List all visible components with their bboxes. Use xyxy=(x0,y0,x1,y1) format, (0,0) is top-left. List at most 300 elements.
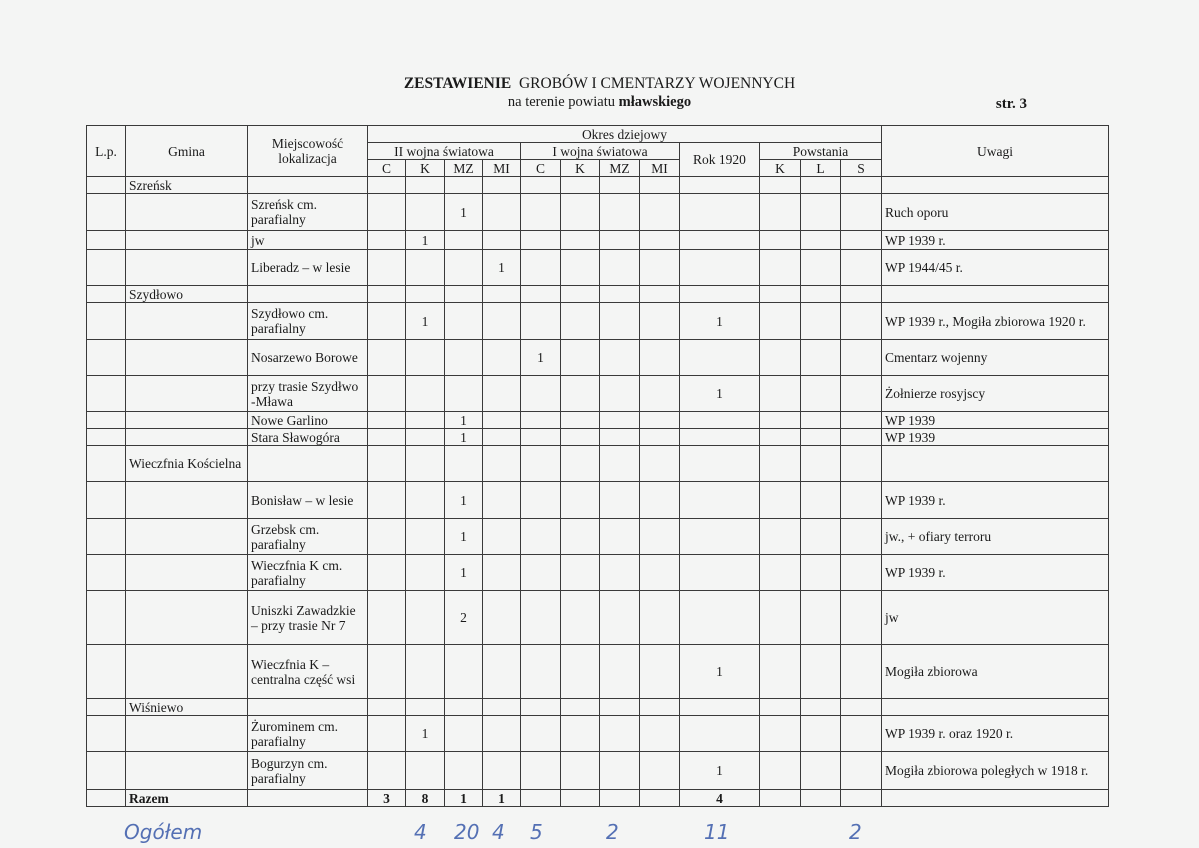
count-cell xyxy=(561,250,600,286)
handwritten-value: 4 xyxy=(492,820,505,844)
count-cell xyxy=(640,340,680,376)
table-row xyxy=(87,716,1109,752)
header-ww1-k: K xyxy=(561,160,600,177)
lp-cell xyxy=(87,716,126,752)
count-cell xyxy=(760,555,801,591)
gmina-cell xyxy=(126,716,248,752)
count-cell xyxy=(368,194,406,231)
count-cell xyxy=(406,699,445,716)
count-cell xyxy=(680,177,760,194)
count-cell xyxy=(640,645,680,699)
count-cell xyxy=(801,716,841,752)
place-cell: Uniszki Zawadzkie – przy trasie Nr 7 xyxy=(248,591,368,645)
count-cell xyxy=(680,340,760,376)
count-cell xyxy=(483,412,521,429)
count-cell xyxy=(640,555,680,591)
subtitle-bold: mławskiego xyxy=(618,94,692,110)
count-cell: 1 xyxy=(680,752,760,790)
count-cell xyxy=(801,177,841,194)
table-row xyxy=(87,194,1109,231)
count-cell xyxy=(841,446,882,482)
remarks-cell xyxy=(882,699,1109,716)
count-cell xyxy=(801,555,841,591)
place-cell: Szreńsk cm. parafialny xyxy=(248,194,368,231)
count-cell xyxy=(445,340,483,376)
count-cell xyxy=(483,340,521,376)
count-cell xyxy=(760,429,801,446)
count-cell xyxy=(406,194,445,231)
count-cell xyxy=(600,482,640,519)
count-cell xyxy=(841,286,882,303)
lp-cell xyxy=(87,303,126,340)
place-cell: Szydłowo cm. parafialny xyxy=(248,303,368,340)
subtitle-pre: na terenie powiatu xyxy=(507,94,615,110)
count-cell xyxy=(561,716,600,752)
count-cell: 1 xyxy=(445,482,483,519)
total-count-cell: 3 xyxy=(368,790,406,807)
lp-cell xyxy=(87,446,126,482)
count-cell xyxy=(521,412,561,429)
count-cell xyxy=(600,303,640,340)
count-cell xyxy=(600,177,640,194)
count-cell xyxy=(680,519,760,555)
count-cell xyxy=(561,231,600,250)
gmina-cell xyxy=(126,482,248,519)
count-cell: 1 xyxy=(521,340,561,376)
count-cell xyxy=(368,340,406,376)
count-cell xyxy=(841,194,882,231)
table-row xyxy=(87,231,1109,250)
count-cell xyxy=(801,482,841,519)
count-cell xyxy=(600,716,640,752)
gmina-row xyxy=(87,446,1109,482)
count-cell xyxy=(841,645,882,699)
header-gmina: Gmina xyxy=(126,126,248,177)
header-lp: L.p. xyxy=(87,126,126,177)
count-cell xyxy=(600,194,640,231)
count-cell xyxy=(841,591,882,645)
lp-cell xyxy=(87,519,126,555)
total-count-cell xyxy=(801,790,841,807)
count-cell xyxy=(483,482,521,519)
handwritten-value: 4 xyxy=(414,820,427,844)
count-cell xyxy=(841,303,882,340)
count-cell xyxy=(483,231,521,250)
count-cell: 1 xyxy=(483,250,521,286)
remarks-cell: Żołnierze rosyjscy xyxy=(882,376,1109,412)
count-cell: 1 xyxy=(680,376,760,412)
count-cell xyxy=(640,286,680,303)
count-cell xyxy=(521,303,561,340)
count-cell xyxy=(600,286,640,303)
handwritten-value: 2 xyxy=(849,820,862,844)
header-rok1920: Rok 1920 xyxy=(680,143,760,177)
count-cell xyxy=(561,699,600,716)
gmina-cell xyxy=(126,376,248,412)
count-cell xyxy=(760,194,801,231)
count-cell xyxy=(561,752,600,790)
count-cell xyxy=(406,340,445,376)
count-cell xyxy=(841,231,882,250)
gmina-cell xyxy=(126,645,248,699)
table-row xyxy=(87,645,1109,699)
count-cell xyxy=(801,194,841,231)
count-cell xyxy=(561,286,600,303)
count-cell xyxy=(406,177,445,194)
place-cell: Wieczfnia K cm. parafialny xyxy=(248,555,368,591)
count-cell xyxy=(521,645,561,699)
remarks-cell: WP 1939 r. xyxy=(882,482,1109,519)
header-powstania-l: L xyxy=(801,160,841,177)
gmina-cell xyxy=(126,250,248,286)
table-body xyxy=(87,177,1109,807)
count-cell xyxy=(640,519,680,555)
place-cell xyxy=(248,446,368,482)
count-cell xyxy=(368,446,406,482)
gmina-cell: Szydłowo xyxy=(126,286,248,303)
count-cell xyxy=(680,482,760,519)
count-cell xyxy=(760,446,801,482)
count-cell xyxy=(483,376,521,412)
place-cell: Bogurzyn cm. parafialny xyxy=(248,752,368,790)
count-cell xyxy=(841,519,882,555)
count-cell xyxy=(841,752,882,790)
place-cell: jw xyxy=(248,231,368,250)
count-cell xyxy=(483,591,521,645)
table-row xyxy=(87,429,1109,446)
count-cell xyxy=(483,752,521,790)
handwritten-value: 11 xyxy=(704,820,730,844)
count-cell xyxy=(561,412,600,429)
total-count-cell: 1 xyxy=(483,790,521,807)
place-cell: Nowe Garlino xyxy=(248,412,368,429)
count-cell xyxy=(801,429,841,446)
count-cell xyxy=(600,752,640,790)
count-cell xyxy=(406,752,445,790)
count-cell xyxy=(406,376,445,412)
count-cell xyxy=(841,340,882,376)
lp-cell xyxy=(87,555,126,591)
total-label: Razem xyxy=(126,790,248,807)
count-cell xyxy=(561,555,600,591)
gmina-cell xyxy=(126,231,248,250)
header-miejscowosc: Miejscowość lokalizacja xyxy=(248,126,368,177)
count-cell xyxy=(801,250,841,286)
count-cell: 1 xyxy=(680,303,760,340)
count-cell xyxy=(680,286,760,303)
count-cell xyxy=(760,482,801,519)
count-cell xyxy=(483,177,521,194)
count-cell xyxy=(801,699,841,716)
count-cell xyxy=(680,716,760,752)
count-cell xyxy=(760,699,801,716)
count-cell xyxy=(561,340,600,376)
count-cell xyxy=(521,752,561,790)
count-cell xyxy=(368,231,406,250)
count-cell xyxy=(483,194,521,231)
count-cell xyxy=(445,303,483,340)
count-cell: 1 xyxy=(445,194,483,231)
place-cell: Bonisław – w lesie xyxy=(248,482,368,519)
count-cell xyxy=(483,555,521,591)
count-cell xyxy=(368,591,406,645)
count-cell xyxy=(406,250,445,286)
count-cell xyxy=(368,716,406,752)
table-row xyxy=(87,340,1109,376)
count-cell xyxy=(521,519,561,555)
header-ww1: I wojna światowa xyxy=(521,143,680,160)
count-cell xyxy=(600,429,640,446)
count-cell xyxy=(368,376,406,412)
gmina-cell: Wiśniewo xyxy=(126,699,248,716)
count-cell xyxy=(483,519,521,555)
count-cell xyxy=(368,250,406,286)
count-cell xyxy=(368,482,406,519)
count-cell xyxy=(521,177,561,194)
table-row xyxy=(87,752,1109,790)
table-row xyxy=(87,376,1109,412)
count-cell: 1 xyxy=(406,716,445,752)
count-cell xyxy=(760,303,801,340)
count-cell xyxy=(521,250,561,286)
header-ww1-c: C xyxy=(521,160,561,177)
count-cell xyxy=(801,645,841,699)
count-cell xyxy=(640,591,680,645)
remarks-cell: jw., + ofiary terroru xyxy=(882,519,1109,555)
lp-cell xyxy=(87,340,126,376)
count-cell xyxy=(561,177,600,194)
remarks-cell xyxy=(882,286,1109,303)
count-cell xyxy=(760,752,801,790)
page-number: str. 3 xyxy=(995,96,1027,112)
count-cell xyxy=(368,429,406,446)
count-cell xyxy=(445,177,483,194)
count-cell xyxy=(600,250,640,286)
total-count-cell xyxy=(760,790,801,807)
count-cell xyxy=(368,303,406,340)
count-cell xyxy=(801,376,841,412)
lp-cell xyxy=(87,429,126,446)
remarks-cell: WP 1939 r. xyxy=(882,231,1109,250)
count-cell xyxy=(445,231,483,250)
gmina-cell xyxy=(126,555,248,591)
total-count-cell xyxy=(600,790,640,807)
gmina-cell xyxy=(126,752,248,790)
count-cell xyxy=(640,446,680,482)
count-cell xyxy=(406,519,445,555)
count-cell: 2 xyxy=(445,591,483,645)
header-powstania: Powstania xyxy=(760,143,882,160)
lp-cell xyxy=(87,645,126,699)
table-row xyxy=(87,519,1109,555)
handwritten-value: 20 xyxy=(454,820,480,844)
count-cell: 1 xyxy=(445,412,483,429)
count-cell xyxy=(406,591,445,645)
lp-cell xyxy=(87,231,126,250)
remarks-cell: WP 1939 xyxy=(882,412,1109,429)
lp-cell xyxy=(87,286,126,303)
total-count-cell xyxy=(561,790,600,807)
count-cell xyxy=(801,519,841,555)
count-cell xyxy=(801,446,841,482)
count-cell xyxy=(801,303,841,340)
count-cell xyxy=(680,591,760,645)
header-ww2-mi: MI xyxy=(483,160,521,177)
remarks-cell: WP 1939 r. oraz 1920 r. xyxy=(882,716,1109,752)
count-cell: 1 xyxy=(445,519,483,555)
lp-cell xyxy=(87,591,126,645)
count-cell xyxy=(521,446,561,482)
count-cell xyxy=(521,482,561,519)
count-cell xyxy=(521,555,561,591)
count-cell xyxy=(600,376,640,412)
count-cell xyxy=(680,194,760,231)
count-cell xyxy=(801,286,841,303)
count-cell xyxy=(600,446,640,482)
count-cell xyxy=(801,752,841,790)
count-cell: 1 xyxy=(445,555,483,591)
count-cell xyxy=(483,446,521,482)
gmina-cell: Szreńsk xyxy=(126,177,248,194)
count-cell xyxy=(561,482,600,519)
count-cell xyxy=(406,482,445,519)
count-cell xyxy=(483,429,521,446)
count-cell xyxy=(445,286,483,303)
count-cell xyxy=(640,412,680,429)
remarks-cell: Mogiła zbiorowa poległych w 1918 r. xyxy=(882,752,1109,790)
count-cell xyxy=(368,519,406,555)
count-cell xyxy=(521,194,561,231)
count-cell xyxy=(521,591,561,645)
table-row xyxy=(87,412,1109,429)
count-cell xyxy=(561,429,600,446)
count-cell xyxy=(521,429,561,446)
count-cell xyxy=(445,752,483,790)
count-cell xyxy=(483,645,521,699)
count-cell xyxy=(640,303,680,340)
count-cell xyxy=(600,519,640,555)
place-cell xyxy=(248,699,368,716)
count-cell xyxy=(483,716,521,752)
remarks-cell: WP 1939 r., Mogiła zbiorowa 1920 r. xyxy=(882,303,1109,340)
total-count-cell: 8 xyxy=(406,790,445,807)
count-cell xyxy=(368,177,406,194)
table-row xyxy=(87,250,1109,286)
count-cell: 1 xyxy=(406,231,445,250)
count-cell xyxy=(561,303,600,340)
count-cell xyxy=(801,340,841,376)
count-cell xyxy=(600,645,640,699)
handwritten-label: Ogółem xyxy=(124,820,203,844)
count-cell xyxy=(640,752,680,790)
count-cell xyxy=(521,376,561,412)
gmina-cell xyxy=(126,340,248,376)
header-ww1-mz: MZ xyxy=(600,160,640,177)
count-cell xyxy=(406,555,445,591)
gmina-cell: Wieczfnia Kościelna xyxy=(126,446,248,482)
place-cell xyxy=(248,790,368,807)
count-cell xyxy=(760,645,801,699)
place-cell: Liberadz – w lesie xyxy=(248,250,368,286)
remarks-cell: Cmentarz wojenny xyxy=(882,340,1109,376)
count-cell xyxy=(445,250,483,286)
count-cell xyxy=(561,645,600,699)
remarks-cell: Mogiła zbiorowa xyxy=(882,645,1109,699)
count-cell xyxy=(445,645,483,699)
place-cell xyxy=(248,286,368,303)
count-cell xyxy=(600,340,640,376)
count-cell xyxy=(445,699,483,716)
place-cell: Stara Sławogóra xyxy=(248,429,368,446)
count-cell xyxy=(841,177,882,194)
count-cell xyxy=(483,699,521,716)
table-row xyxy=(87,482,1109,519)
count-cell xyxy=(760,231,801,250)
count-cell xyxy=(600,231,640,250)
gmina-cell xyxy=(126,412,248,429)
count-cell xyxy=(640,429,680,446)
count-cell xyxy=(640,250,680,286)
count-cell xyxy=(521,286,561,303)
remarks-cell xyxy=(882,790,1109,807)
place-cell: przy trasie Szydłwo -Mława xyxy=(248,376,368,412)
count-cell xyxy=(445,446,483,482)
count-cell xyxy=(841,482,882,519)
count-cell xyxy=(680,250,760,286)
header-uwagi: Uwagi xyxy=(882,126,1109,177)
count-cell xyxy=(680,446,760,482)
count-cell xyxy=(841,699,882,716)
count-cell: 1 xyxy=(406,303,445,340)
count-cell xyxy=(600,591,640,645)
lp-cell xyxy=(87,194,126,231)
total-count-cell xyxy=(841,790,882,807)
remarks-cell: WP 1939 xyxy=(882,429,1109,446)
remarks-cell: Ruch oporu xyxy=(882,194,1109,231)
header-ww2-mz: MZ xyxy=(445,160,483,177)
total-count-cell xyxy=(640,790,680,807)
header-ww2-k: K xyxy=(406,160,445,177)
count-cell xyxy=(368,752,406,790)
count-cell xyxy=(521,231,561,250)
gmina-cell xyxy=(126,591,248,645)
count-cell xyxy=(561,376,600,412)
lp-cell xyxy=(87,177,126,194)
header-powstania-k: K xyxy=(760,160,801,177)
count-cell xyxy=(760,376,801,412)
remarks-cell: jw xyxy=(882,591,1109,645)
count-cell xyxy=(561,446,600,482)
gmina-cell xyxy=(126,303,248,340)
count-cell xyxy=(368,645,406,699)
handwritten-value: 2 xyxy=(606,820,619,844)
table-header xyxy=(87,126,1109,177)
count-cell xyxy=(680,555,760,591)
count-cell xyxy=(640,177,680,194)
count-cell: 1 xyxy=(445,429,483,446)
count-cell xyxy=(640,231,680,250)
gmina-cell xyxy=(126,519,248,555)
count-cell xyxy=(561,519,600,555)
gmina-row xyxy=(87,699,1109,716)
count-cell xyxy=(368,699,406,716)
lp-cell xyxy=(87,699,126,716)
remarks-cell xyxy=(882,177,1109,194)
place-cell: Nosarzewo Borowe xyxy=(248,340,368,376)
total-count-cell: 1 xyxy=(445,790,483,807)
count-cell xyxy=(760,286,801,303)
count-cell xyxy=(368,412,406,429)
